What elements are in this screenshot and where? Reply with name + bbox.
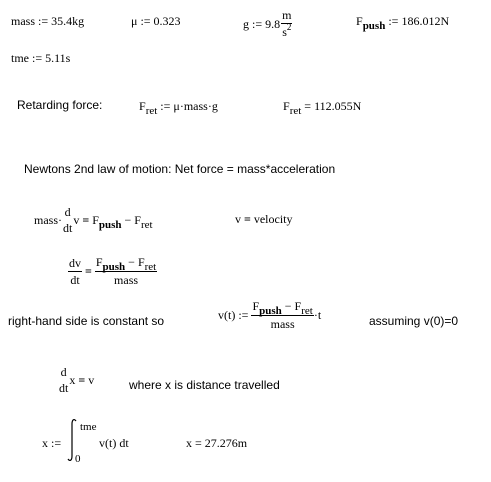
tme-name: tme <box>11 51 29 65</box>
tme-value: 5.11s <box>45 51 71 65</box>
minus-operator: − <box>128 255 135 269</box>
newton-heading: Newtons 2nd law of motion: Net force = mass*acceleration <box>24 162 336 176</box>
ret-subscript: ret <box>301 305 313 317</box>
velocity-symbol: v <box>73 213 80 227</box>
g-definition[interactable] <box>243 8 292 40</box>
fpush-definition[interactable] <box>356 14 450 32</box>
d-numerator: d <box>60 365 67 379</box>
newton-equation[interactable] <box>34 205 153 235</box>
distance-integral-definition[interactable] <box>42 436 61 450</box>
velocity-fraction <box>251 299 313 331</box>
fret-name: F <box>139 99 146 113</box>
g-unit-numerator: m <box>282 8 292 22</box>
assign-operator: := <box>32 51 43 65</box>
mass-denominator: mass <box>114 273 139 287</box>
ret-subscript: ret <box>140 218 153 231</box>
x-symbol: x <box>186 436 192 450</box>
mass-name: mass <box>11 14 35 28</box>
integrand: v(t) dt <box>99 436 129 450</box>
velocity-symbol: v <box>88 373 95 387</box>
distance-derivative-equation[interactable] <box>58 365 94 395</box>
equals-operator: = <box>195 436 202 450</box>
mu-name: μ <box>131 14 138 28</box>
mu-definition[interactable] <box>131 14 181 28</box>
assign-operator: := <box>140 14 151 28</box>
f-symbol: F <box>137 255 145 269</box>
fpush-name: F <box>356 14 363 28</box>
velocity-text: velocity <box>253 212 293 226</box>
velocity-symbol: v <box>235 212 241 226</box>
times-t: ·t <box>313 308 322 322</box>
acceleration-equation[interactable] <box>68 255 157 287</box>
fret-subscript: ret <box>145 105 158 117</box>
rhs-constant-text: right-hand side is constant so <box>8 314 165 328</box>
g-unit-fraction <box>281 8 292 40</box>
fpush-value: 186.012N <box>401 14 450 28</box>
minus-operator: − <box>124 213 132 227</box>
x-symbol: x <box>69 373 76 387</box>
dt-denominator: dt <box>70 272 80 287</box>
assign-operator: := <box>51 436 62 450</box>
tme-definition[interactable] <box>11 51 70 65</box>
integral-upper-limit: tme <box>80 421 97 433</box>
velocity-note[interactable] <box>235 212 293 226</box>
d-numerator: d <box>64 205 71 219</box>
assign-operator: := <box>38 14 49 28</box>
mu-value: 0.323 <box>153 14 181 28</box>
assign-operator: := <box>160 99 171 113</box>
fret-name: F <box>283 99 290 113</box>
g-name: g <box>243 17 249 31</box>
push-subscript: push <box>259 305 282 317</box>
distance-result[interactable] <box>186 436 247 450</box>
minus-operator: − <box>284 299 292 313</box>
assign-operator: := <box>388 14 399 28</box>
mass-denominator: mass <box>270 317 295 331</box>
x-symbol: x <box>42 436 48 450</box>
push-subscript: push <box>98 218 122 231</box>
g-unit-exponent: 2 <box>286 22 292 32</box>
distance-note: where x is distance travelled <box>129 378 280 392</box>
fret-result[interactable] <box>283 99 362 117</box>
equals-operator: = <box>304 99 312 113</box>
distance-value: 27.276m <box>204 436 248 450</box>
mass-value: 35.4kg <box>51 14 85 28</box>
dv-dt-fraction <box>68 256 82 287</box>
f-symbol: F <box>92 212 99 227</box>
g-unit-denominator: s <box>282 25 287 39</box>
retarding-force-label: Retarding force: <box>17 98 103 112</box>
ret-subscript: ret <box>144 261 157 273</box>
assumption-text: assuming v(0)=0 <box>369 314 459 328</box>
assign-operator: := <box>252 17 263 31</box>
fpush-subscript: push <box>362 20 386 32</box>
derivative-operator <box>58 365 69 395</box>
f-symbol: F <box>294 299 302 313</box>
f-symbol: F <box>95 255 103 269</box>
fret-value: 112.055N <box>314 99 362 113</box>
equals-operator: = <box>85 264 92 278</box>
g-value: 9.8 <box>265 17 281 31</box>
assign-operator: := <box>238 308 249 322</box>
equals-operator: = <box>82 213 90 227</box>
dt-denominator: dt <box>63 221 73 235</box>
fret-subscript: ret <box>289 105 302 117</box>
mass-term: mass· <box>34 213 62 227</box>
f-symbol: F <box>134 212 141 227</box>
dv-numerator: dv <box>69 255 81 270</box>
dt-denominator: dt <box>59 381 69 395</box>
derivative-operator <box>62 205 73 235</box>
f-symbol: F <box>252 299 260 313</box>
mass-definition[interactable] <box>11 14 84 28</box>
equals-operator: = <box>244 212 251 226</box>
fret-expression: μ·mass·g <box>173 99 218 113</box>
velocity-function-definition[interactable] <box>218 299 321 331</box>
vt-name: v(t) <box>218 308 236 322</box>
push-subscript: push <box>102 261 126 273</box>
fret-definition[interactable] <box>139 99 218 117</box>
integral-lower-limit: 0 <box>75 453 81 465</box>
net-force-fraction <box>95 255 157 287</box>
equals-operator: = <box>78 373 86 387</box>
